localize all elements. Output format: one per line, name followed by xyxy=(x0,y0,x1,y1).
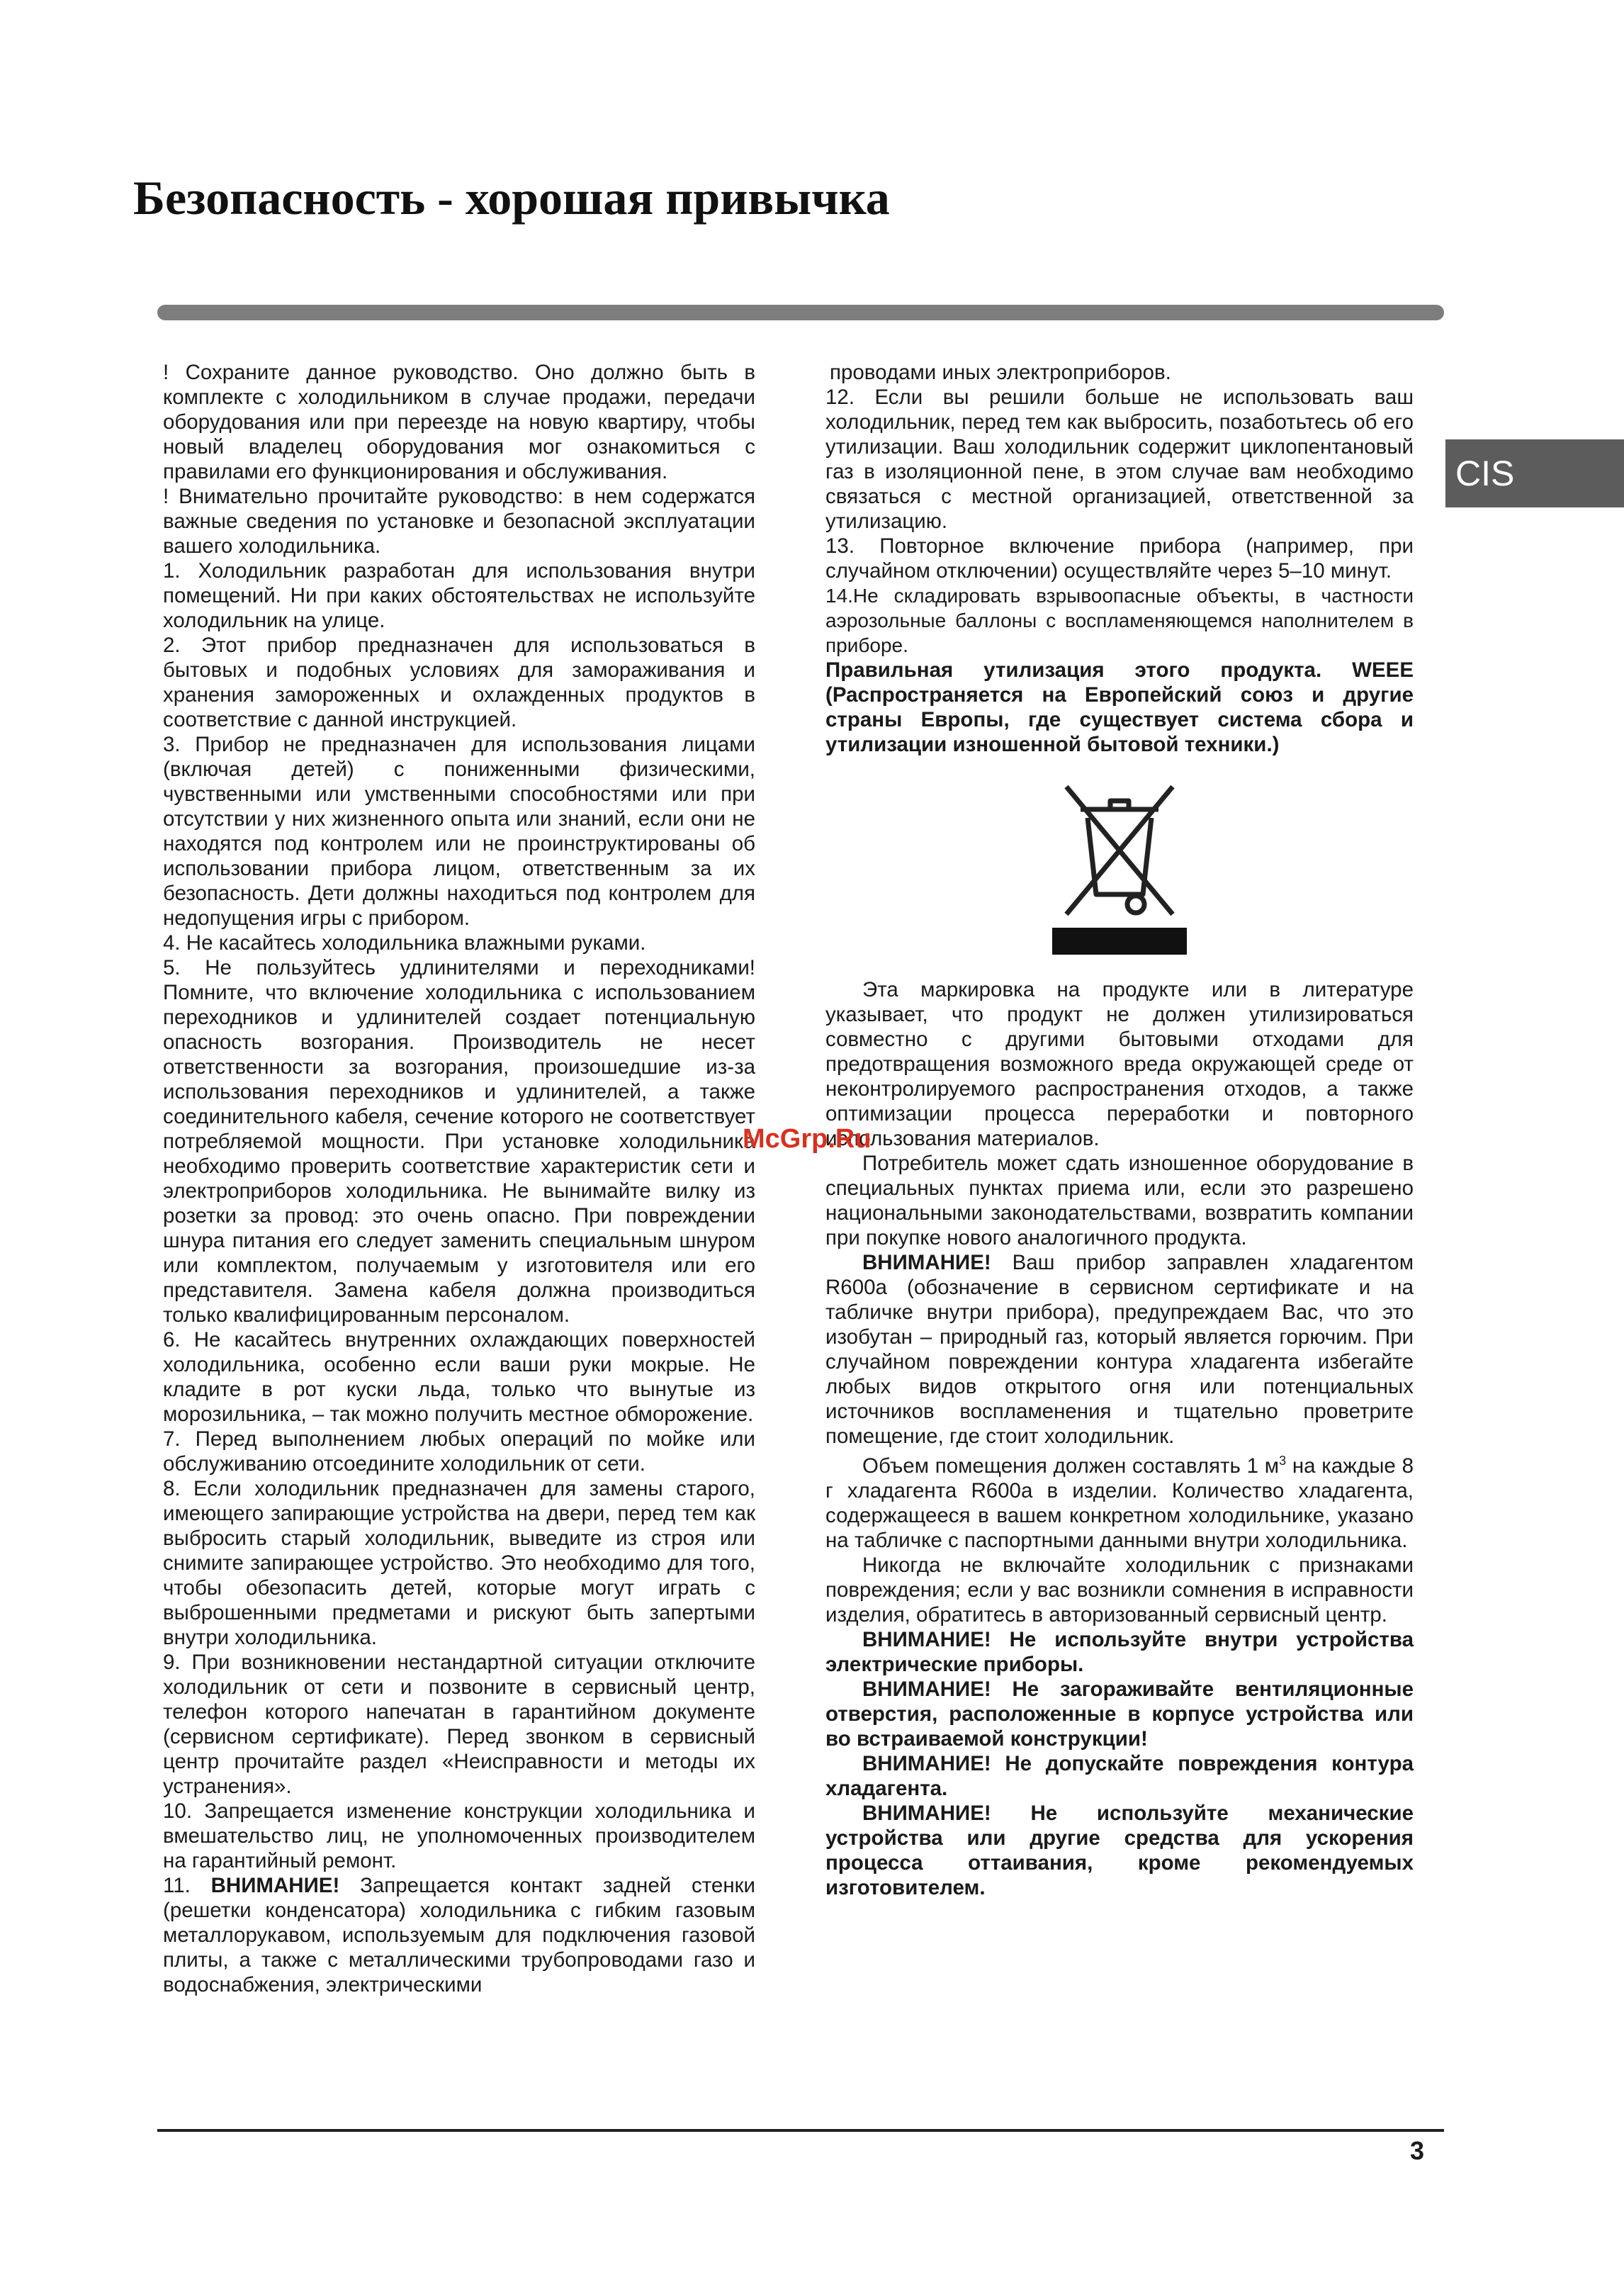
paragraph-text: Ваш прибор заправлен хладагентом R600a (обозначение в сервисном сертификате и на табличке внутри прибора), предупреждаем Вас, что это изобутан – природный газ, который является горючим. При случайном повреждении контура хладагента избегайте любых видов открытого огня или потенциальных источников воспламенения и тщательно проветрите помещение, где стоит холодильник. xyxy=(825,1251,1414,1448)
paragraph: 4. Не касайтесь холодильника влажными руками. xyxy=(163,931,646,955)
left-column xyxy=(163,360,755,1997)
weee-logo xyxy=(825,757,1414,977)
warning-label: ВНИМАНИЕ! xyxy=(862,1251,991,1274)
warning-paragraph: ВНИМАНИЕ! Не загораживайте вентиляционные отверстия, расположенные в корпусе устройства или во встраиваемой конструкции! xyxy=(825,1677,1414,1751)
paragraph: 7. Перед выполнением любых операций по мойке или обслуживанию отсоедините холодильник от сети. xyxy=(163,1427,755,1476)
paragraph-text: Объем помещения должен составлять 1 м xyxy=(862,1454,1280,1478)
paragraph: 3. Прибор не предназначен для использования лицами (включая детей) с пониженными физическими, чувственными или умственными способностями или при отсутствии у них жизненного опыта или знаний, если они не находятся под контролем или не проинструктированы об использовании прибора лицом, ответственным за их безопасность. Дети должны находиться под контролем для недопущения игры с прибором. xyxy=(163,733,755,930)
paragraph: 9. При возникновении нестандартной ситуации отключите холодильник от сети и позвоните в сервисный центр, телефон которого напечатан в гарантийном документе (сервисном сертификате). Перед звонком в сервисный центр прочитайте раздел «Неисправности и методы их устранения». xyxy=(163,1651,755,1798)
weee-heading: Правильная утилизация этого продукта. WEEE (Распространяется на Европейский союз и другие страны Европы, где существует система сбора и утилизации изношенной бытовой техники.) xyxy=(825,658,1414,756)
paragraph: ! Сохраните данное руководство. Оно должно быть в комплекте с холодильником в случае продажи, передачи оборудования или при переезде на новую квартиру, чтобы новый владелец оборудования мог ознакомиться с правилами его функционирования и обслуживания. xyxy=(163,361,755,483)
paragraph: проводами иных электроприборов. xyxy=(830,361,1171,384)
footer-divider xyxy=(157,2129,1444,2132)
paragraph: Эта маркировка на продукте или в литературе указывает, что продукт не должен утилизироваться совместно с другими бытовыми отходами для предотвращения возможного вреда окружающей среде от неконтролируемого распространения отходов, а также оптимизации процесса переработки и повторного использования материалов. xyxy=(825,978,1414,1150)
paragraph: 10. Запрещается изменение конструкции холодильника и вмешательство лиц, не уполномоченных производителем на гарантийный ремонт. xyxy=(163,1799,755,1872)
paragraph: 6. Не касайтесь внутренних охлаждающих поверхностей холодильника, особенно если ваши руки мокрые. Не кладите в рот куски льда, только что вынутые из морозильника, – так можно получить местное обморожение. xyxy=(163,1328,755,1426)
paragraph: 1. Холодильник разработан для использования внутри помещений. Ни при каких обстоятельствах не используйте холодильник на улице. xyxy=(163,559,755,632)
superscript: 3 xyxy=(1279,1454,1287,1468)
right-column xyxy=(825,360,1414,1900)
paragraph xyxy=(825,1250,1414,1449)
paragraph xyxy=(163,1873,755,1997)
paragraph-text: на каждые 8 г хладагента R600a в изделии. Количество хладагента, содержащееся в вашем конкретном холодильнике, указано на табличке с паспортными данными внутри холодильника. xyxy=(825,1454,1414,1552)
paragraph-text: Запрещается контакт задней стенки (решетки конденсатора) холодильника с гибким газовым металлорукавом, используемым для подключения газовой плиты, а также с металлическими трубопроводами газо и водоснабжения, электрическими xyxy=(163,1874,755,1996)
paragraph: 12. Если вы решили больше не использовать ваш холодильник, перед тем как выбросить, позаботьтесь об его утилизации. Ваш холодильник содержит циклопентановый газ в изоляционной пене, в этом случае вам необходимо связаться с местной организацией, ответственной за утилизацию. xyxy=(825,386,1414,533)
watermark: McGrp.Ru xyxy=(743,1124,872,1154)
paragraph: Никогда не включайте холодильник с признаками повреждения; если у вас возникли сомнения в исправности изделия, обратитесь в авторизованный сервисный центр. xyxy=(825,1553,1414,1627)
warning-paragraph: ВНИМАНИЕ! Не используйте механические устройства или другие средства для ускорения процесса оттаивания, кроме рекомендуемых изготовителем. xyxy=(825,1801,1414,1899)
language-tab: CIS xyxy=(1445,439,1624,507)
paragraph: 8. Если холодильник предназначен для замены старого, имеющего запирающие устройства на двери, перед тем как выбросить старый холодильник, выведите из строя или снимите запирающее устройство. Это необходимо для того, чтобы обезопасить детей, которые могут играть с выброшенными предметами и рискуют быть запертыми внутри холодильника. xyxy=(163,1477,755,1649)
paragraph: Потребитель может сдать изношенное оборудование в специальных пунктах приема или, если это разрешено национальными законодательствами, возвратить компании при покупке нового аналогичного продукта. xyxy=(825,1152,1414,1249)
paragraph: 13. Повторное включение прибора (например, при случайном отключении) осуществляйте через 5–10 минут. xyxy=(825,534,1414,583)
warning-label: ВНИМАНИЕ! xyxy=(210,1874,340,1897)
page-title: Безопасность - хорошая привычка xyxy=(133,171,890,225)
crossed-out-wheelie-bin-icon xyxy=(1052,775,1187,956)
paragraph: ! Внимательно прочитайте руководство: в нем содержатся важные сведения по установке и безопасной эксплуатации вашего холодильника. xyxy=(163,485,755,558)
warning-paragraph: ВНИМАНИЕ! Не используйте внутри устройства электрические приборы. xyxy=(825,1627,1414,1676)
item-number: 11. xyxy=(163,1874,211,1897)
paragraph: 14.Не складировать взрывоопасные объекты, в частности аэрозольные баллоны с воспламеняющемся наполнителем в приборе. xyxy=(825,585,1414,656)
paragraph xyxy=(825,1449,1414,1553)
header-divider xyxy=(157,305,1444,320)
paragraph: 2. Этот прибор предназначен для использоваться в бытовых и подобных условиях для замораживания и хранения замороженных и охлажденных продуктов в соответствие с данной инструкцией. xyxy=(163,634,755,731)
warning-paragraph: ВНИМАНИЕ! Не допускайте повреждения контура хладагента. xyxy=(825,1751,1414,1800)
page-number: 3 xyxy=(1410,2136,1425,2165)
paragraph: 5. Не пользуйтесь удлинителями и переходниками! Помните, что включение холодильника с использованием переходников и удлинителей создает потенциальную опасность возгорания. Производитель не несет ответственности за возгорания, произошедшие из-за использования переходников и удлинителей, а также соединительного кабеля, сечение которого не соответствует потребляемой мощности. При установке холодильника необходимо проверить соответствие характеристик сети и электроприборов холодильника. Не вынимайте вилку из розетки за провод: это очень опасно. При повреждении шнура питания его следует заменить специальным шнуром или комплектом, получаемым у изготовителя или его представителя. Замена кабеля должна производиться только квалифицированным персоналом. xyxy=(163,956,755,1327)
